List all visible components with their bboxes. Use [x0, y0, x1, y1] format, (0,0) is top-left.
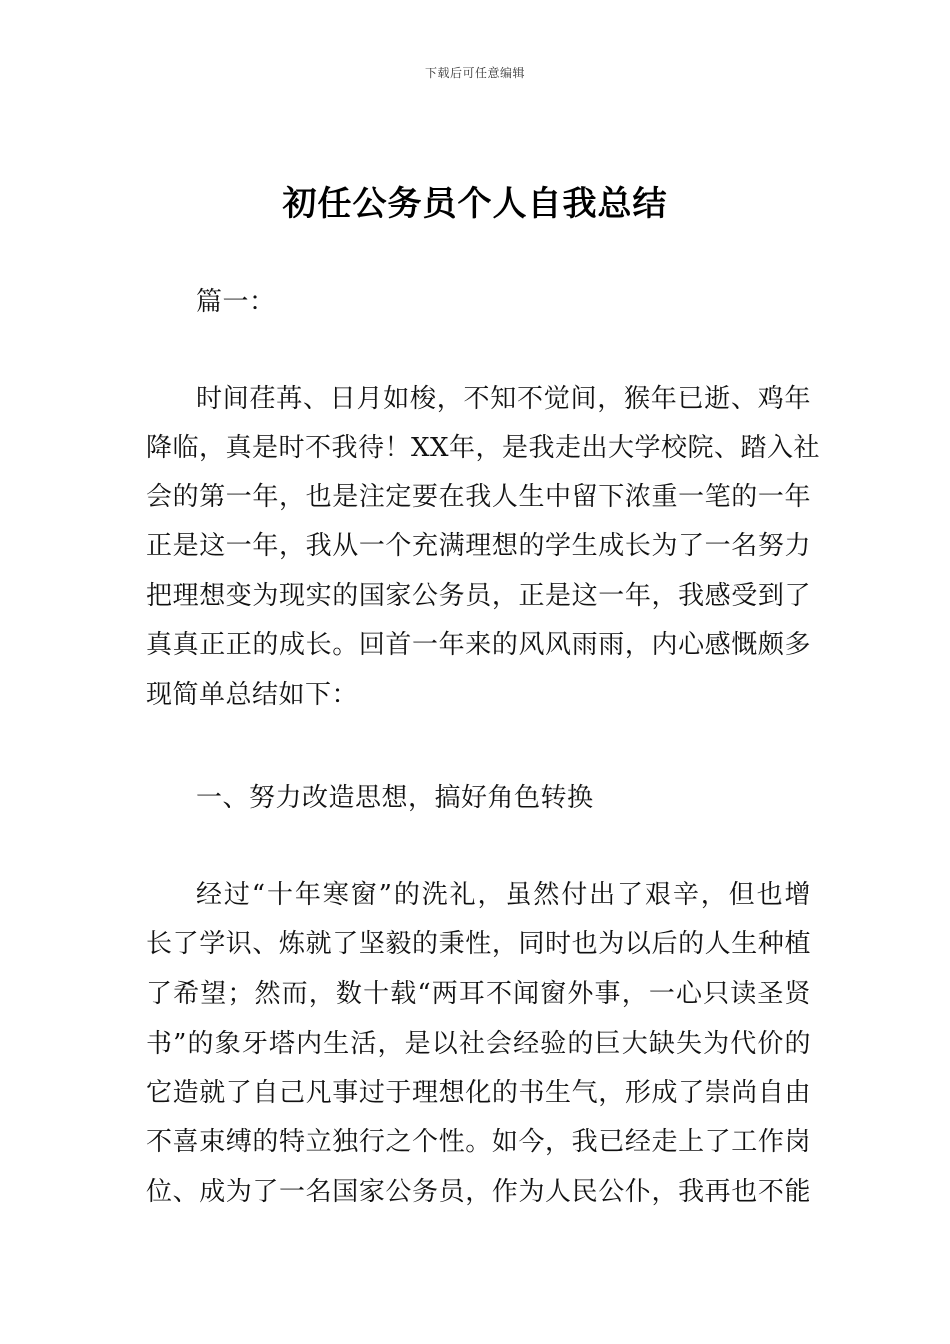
paragraph-line: 降临，真是时不我待！XX年，是我走出大学校院、踏入社 [146, 433, 821, 463]
paragraph-line: 书”的象牙塔内生活，是以社会经验的巨大缺失为代价的 [146, 1029, 811, 1059]
paragraph-line: 长了学识、炼就了坚毅的秉性，同时也为以后的人生种植 [146, 929, 811, 959]
section-heading: 一、努力改造思想，搞好角色转换 [196, 783, 594, 813]
paragraph-line: 它造就了自己凡事过于理想化的书生气，形成了崇尚自由 [146, 1078, 811, 1108]
document-title: 初任公务员个人自我总结 [282, 184, 668, 224]
paragraph-line: 真真正正的成长。回首一年来的风风雨雨，内心感慨颇多 [146, 630, 811, 660]
paragraph-line: 位、成为了一名国家公务员，作为人民公仆，我再也不能 [146, 1177, 811, 1207]
header-note: 下载后可任意编辑 [424, 66, 525, 80]
paragraph-line: 正是这一年，我从一个充满理想的学生成长为了一名努力 [146, 531, 811, 561]
paragraph-line: 了希望；然而，数十载“两耳不闻窗外事，一心只读圣贤 [146, 979, 811, 1009]
paragraph-line: 会的第一年，也是注定要在我人生中留下浓重一笔的一年 [146, 482, 811, 512]
part-label: 篇一： [196, 287, 276, 317]
paragraph-line: 经过“十年寒窗”的洗礼，虽然付出了艰辛，但也增 [196, 880, 811, 910]
paragraph-line: 时间荏苒、日月如梭，不知不觉间，猴年已逝、鸡年 [196, 384, 811, 414]
paragraph-line: 不喜束缚的特立独行之个性。如今，我已经走上了工作岗 [146, 1127, 811, 1157]
paragraph-line: 把理想变为现实的国家公务员，正是这一年，我感受到了 [146, 581, 811, 611]
paragraph-line: 现简单总结如下： [146, 680, 359, 710]
